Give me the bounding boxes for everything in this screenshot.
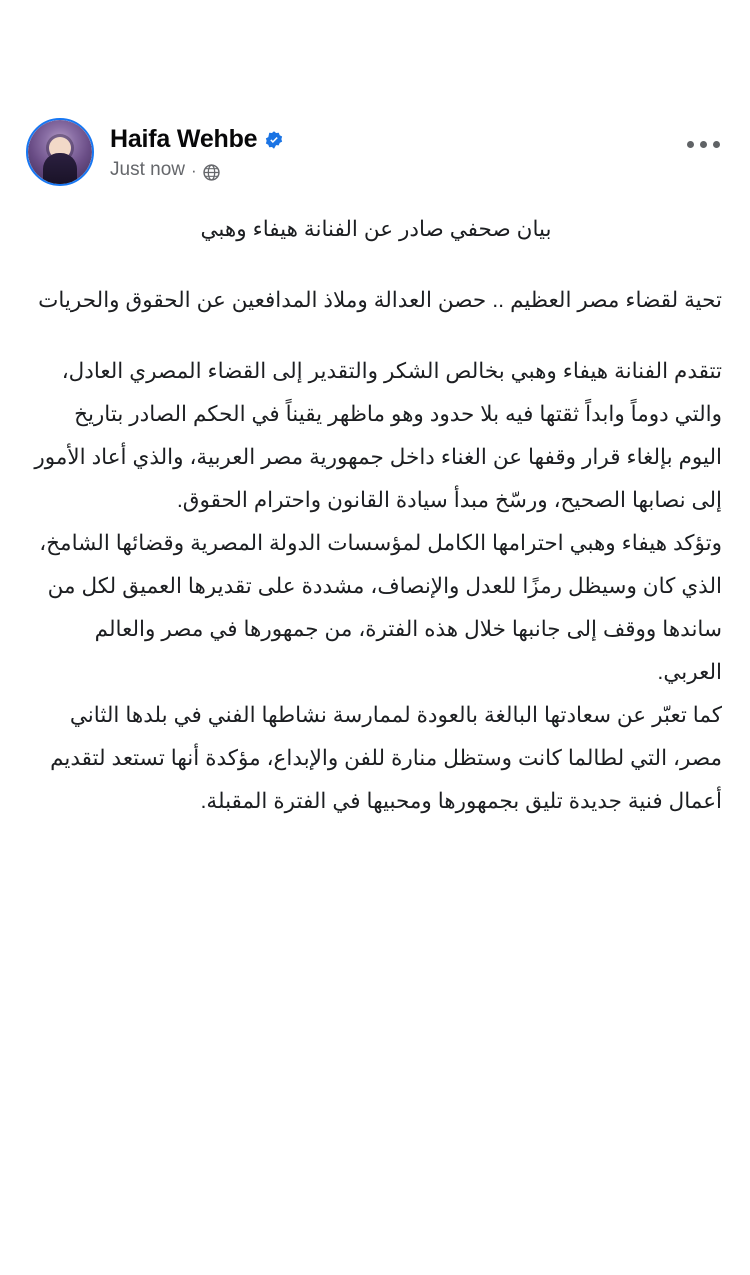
author-name[interactable]: Haifa Wehbe [110,125,258,153]
avatar-image [28,120,92,184]
post-timestamp[interactable]: Just now [110,159,185,180]
post-content [0,186,750,823]
dot-3 [713,141,720,148]
avatar[interactable] [26,118,94,186]
globe-icon[interactable] [203,164,220,181]
post-paragraph: تحية لقضاء مصر العظيم .. حصن العدالة وملاذ المدافعين عن الحقوق والحريات [38,288,722,312]
post-paragraph: وتؤكد هيفاء وهبي احترامها الكامل لمؤسسات الدولة المصرية وقضائها الشامخ، الذي كان وسيظل رمزًا للعدل والإنصاف، مشددة على تقديرها العميق لكل من ساندها ووقف إلى جانبها خلال هذه الفترة، من جمهورها في مصر والعالم العربي. [33,531,722,684]
post-author-block [110,118,284,181]
post-header [0,0,750,186]
post-paragraph: كما تعبّر عن سعادتها البالغة بالعودة لممارسة نشاطها الفني في بلدها الثاني مصر، التي لطالما كانت وستظل منارة للفن والإبداع، مؤكدة أنها تستعد لتقديم أعمال فنية جديدة تليق بجمهورها ومحبيها في الفترة المقبلة. [44,703,722,813]
dot-2 [700,141,707,148]
avatar-body [43,153,77,184]
meta-separator: · [190,160,197,180]
verified-badge-icon [264,130,284,150]
author-name-row [110,124,284,154]
post-paragraph: تتقدم الفنانة هيفاء وهبي بخالص الشكر والتقدير إلى القضاء المصري العادل، والتي دوماً وابداً ثقتها فيه بلا حدود وهو ماظهر يقيناً في الحكم الصادر بتاريخ اليوم بإلغاء قرار وقفها عن الغناء داخل جمهورية مصر العربية، والذي أعاد الأمور إلى نصابها الصحيح، ورسّخ مبدأ سيادة القانون واحترام الحقوق. [28,359,722,512]
more-options-icon[interactable] [687,118,724,156]
dot-1 [687,141,694,148]
post-paragraph: بيان صحفي صادر عن الفنانة هيفاء وهبي [200,217,552,241]
post-meta [110,159,284,181]
